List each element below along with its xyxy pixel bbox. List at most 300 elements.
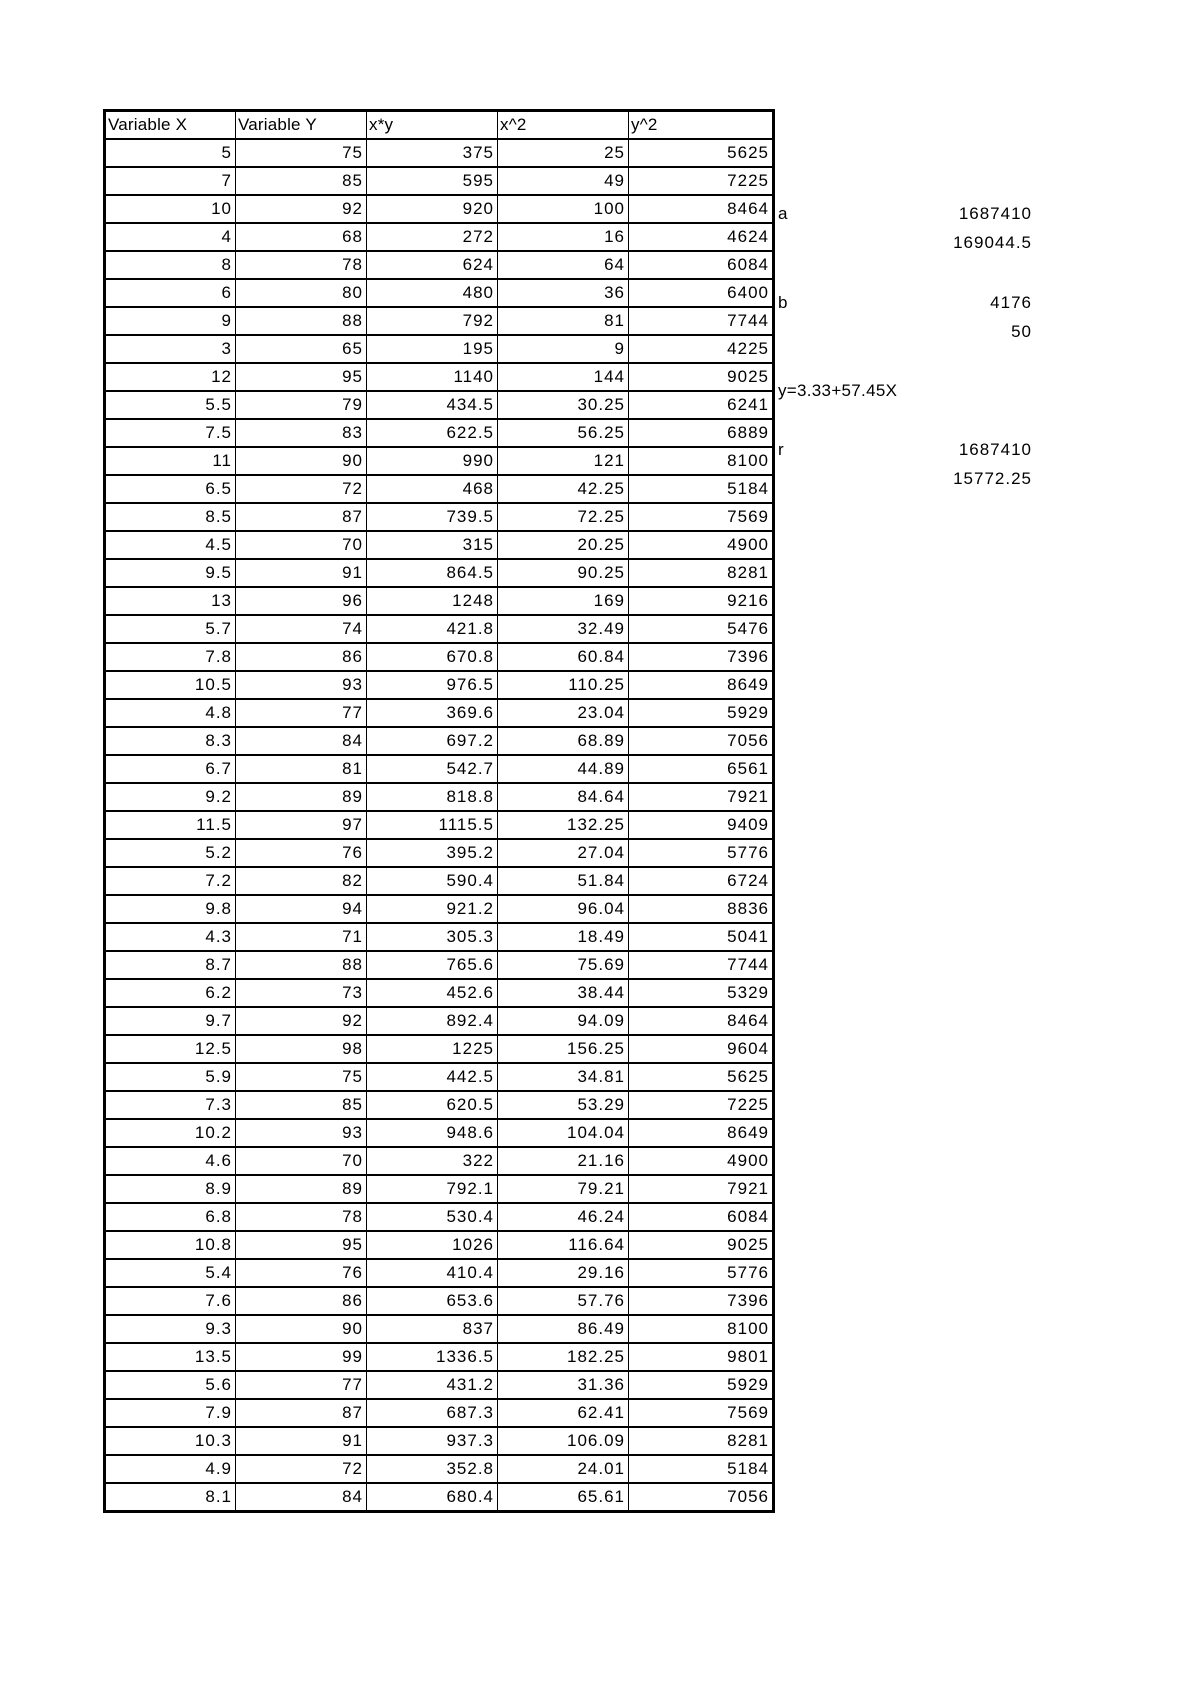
- cell-y-squared[interactable]: 6084: [629, 251, 774, 279]
- regression-equation[interactable]: y=3.33+57.45X: [778, 381, 898, 400]
- cell-y-squared[interactable]: 9216: [629, 587, 774, 615]
- cell-y-squared[interactable]: 6561: [629, 755, 774, 783]
- cell-variable-y[interactable]: 83: [236, 419, 367, 447]
- cell-x-times-y[interactable]: 468: [367, 475, 498, 503]
- cell-variable-x[interactable]: 5.4: [105, 1259, 236, 1287]
- cell-variable-x[interactable]: 7.6: [105, 1287, 236, 1315]
- cell-x-times-y[interactable]: 431.2: [367, 1371, 498, 1399]
- cell-variable-x[interactable]: 4.8: [105, 699, 236, 727]
- cell-x-times-y[interactable]: 1026: [367, 1231, 498, 1259]
- cell-variable-x[interactable]: 4.9: [105, 1455, 236, 1483]
- cell-variable-y[interactable]: 94: [236, 895, 367, 923]
- r-denominator[interactable]: 15772.25: [953, 469, 1032, 488]
- cell-y-squared[interactable]: 7056: [629, 1483, 774, 1512]
- table-row: [105, 1203, 774, 1231]
- table-row: [105, 1091, 774, 1119]
- cell-variable-x[interactable]: 10.2: [105, 1119, 236, 1147]
- cell-variable-x[interactable]: 7: [105, 167, 236, 195]
- cell-variable-y[interactable]: 80: [236, 279, 367, 307]
- cell-y-squared[interactable]: 6084: [629, 1203, 774, 1231]
- cell-variable-x[interactable]: 11: [105, 447, 236, 475]
- cell-x-times-y[interactable]: 990: [367, 447, 498, 475]
- cell-x-times-y[interactable]: 590.4: [367, 867, 498, 895]
- a-numerator[interactable]: 1687410: [958, 204, 1032, 223]
- cell-x-squared[interactable]: 49: [498, 167, 629, 195]
- cell-x-times-y[interactable]: 670.8: [367, 643, 498, 671]
- cell-x-squared[interactable]: 144: [498, 363, 629, 391]
- cell-x-times-y[interactable]: 837: [367, 1315, 498, 1343]
- table-row: [105, 923, 774, 951]
- cell-variable-x[interactable]: 4.6: [105, 1147, 236, 1175]
- cell-x-squared[interactable]: 42.25: [498, 475, 629, 503]
- cell-variable-y[interactable]: 68: [236, 223, 367, 251]
- cell-x-squared[interactable]: 90.25: [498, 559, 629, 587]
- cell-x-times-y[interactable]: 680.4: [367, 1483, 498, 1512]
- cell-variable-x[interactable]: 7.9: [105, 1399, 236, 1427]
- table-row: [105, 1259, 774, 1287]
- cell-y-squared[interactable]: 4225: [629, 335, 774, 363]
- cell-x-times-y[interactable]: 624: [367, 251, 498, 279]
- cell-variable-x[interactable]: 5.9: [105, 1063, 236, 1091]
- cell-y-squared[interactable]: 7921: [629, 1175, 774, 1203]
- cell-x-times-y[interactable]: 410.4: [367, 1259, 498, 1287]
- cell-variable-y[interactable]: 86: [236, 1287, 367, 1315]
- cell-y-squared[interactable]: 8464: [629, 195, 774, 223]
- cell-variable-y[interactable]: 95: [236, 1231, 367, 1259]
- cell-y-squared[interactable]: 4624: [629, 223, 774, 251]
- cell-x-times-y[interactable]: 305.3: [367, 923, 498, 951]
- cell-variable-x[interactable]: 5.5: [105, 391, 236, 419]
- cell-variable-x[interactable]: 8.3: [105, 727, 236, 755]
- cell-y-squared[interactable]: 5041: [629, 923, 774, 951]
- header-x-times-y[interactable]: x*y: [367, 111, 498, 140]
- cell-variable-x[interactable]: 5: [105, 139, 236, 167]
- r-numerator[interactable]: 1687410: [958, 440, 1032, 459]
- cell-x-squared[interactable]: 156.25: [498, 1035, 629, 1063]
- cell-y-squared[interactable]: 8281: [629, 559, 774, 587]
- cell-variable-y[interactable]: 84: [236, 1483, 367, 1512]
- cell-y-squared[interactable]: 5776: [629, 839, 774, 867]
- cell-variable-y[interactable]: 75: [236, 139, 367, 167]
- cell-x-squared[interactable]: 64: [498, 251, 629, 279]
- cell-y-squared[interactable]: 7396: [629, 1287, 774, 1315]
- cell-x-times-y[interactable]: 434.5: [367, 391, 498, 419]
- cell-variable-y[interactable]: 92: [236, 1007, 367, 1035]
- cell-x-times-y[interactable]: 369.6: [367, 699, 498, 727]
- table-row: [105, 1427, 774, 1455]
- table-row: [105, 671, 774, 699]
- cell-y-squared[interactable]: 7225: [629, 1091, 774, 1119]
- cell-variable-y[interactable]: 87: [236, 503, 367, 531]
- cell-variable-y[interactable]: 98: [236, 1035, 367, 1063]
- cell-x-times-y[interactable]: 976.5: [367, 671, 498, 699]
- cell-y-squared[interactable]: 9604: [629, 1035, 774, 1063]
- cell-variable-y[interactable]: 93: [236, 1119, 367, 1147]
- cell-y-squared[interactable]: 4900: [629, 1147, 774, 1175]
- cell-variable-y[interactable]: 72: [236, 475, 367, 503]
- cell-y-squared[interactable]: 8100: [629, 1315, 774, 1343]
- table-row: [105, 1119, 774, 1147]
- cell-variable-x[interactable]: 13.5: [105, 1343, 236, 1371]
- cell-y-squared[interactable]: 9801: [629, 1343, 774, 1371]
- cell-x-times-y[interactable]: 620.5: [367, 1091, 498, 1119]
- cell-x-times-y[interactable]: 195: [367, 335, 498, 363]
- header-x-squared[interactable]: x^2: [498, 111, 629, 140]
- table-row: [105, 307, 774, 335]
- cell-variable-y[interactable]: 89: [236, 783, 367, 811]
- cell-variable-x[interactable]: 6.8: [105, 1203, 236, 1231]
- cell-variable-y[interactable]: 65: [236, 335, 367, 363]
- cell-variable-y[interactable]: 85: [236, 167, 367, 195]
- cell-x-times-y[interactable]: 687.3: [367, 1399, 498, 1427]
- cell-y-squared[interactable]: 9025: [629, 363, 774, 391]
- cell-x-times-y[interactable]: 480: [367, 279, 498, 307]
- cell-x-times-y[interactable]: 542.7: [367, 755, 498, 783]
- cell-variable-x[interactable]: 12.5: [105, 1035, 236, 1063]
- cell-y-squared[interactable]: 6889: [629, 419, 774, 447]
- table-row: [105, 727, 774, 755]
- table-row: [105, 1287, 774, 1315]
- cell-variable-y[interactable]: 91: [236, 559, 367, 587]
- cell-x-times-y[interactable]: 1248: [367, 587, 498, 615]
- cell-x-squared[interactable]: 106.09: [498, 1427, 629, 1455]
- cell-y-squared[interactable]: 8649: [629, 1119, 774, 1147]
- table-row: [105, 419, 774, 447]
- b-numerator[interactable]: 4176: [990, 293, 1032, 312]
- cell-x-times-y[interactable]: 864.5: [367, 559, 498, 587]
- cell-variable-y[interactable]: 78: [236, 251, 367, 279]
- cell-x-times-y[interactable]: 622.5: [367, 419, 498, 447]
- cell-variable-y[interactable]: 77: [236, 1371, 367, 1399]
- a-denominator[interactable]: 169044.5: [953, 233, 1032, 252]
- cell-variable-x[interactable]: 7.5: [105, 419, 236, 447]
- cell-x-squared[interactable]: 110.25: [498, 671, 629, 699]
- cell-variable-y[interactable]: 92: [236, 195, 367, 223]
- cell-y-squared[interactable]: 5329: [629, 979, 774, 1007]
- cell-x-times-y[interactable]: 595: [367, 167, 498, 195]
- cell-variable-y[interactable]: 77: [236, 699, 367, 727]
- cell-variable-x[interactable]: 7.2: [105, 867, 236, 895]
- cell-variable-x[interactable]: 9.7: [105, 1007, 236, 1035]
- label-b[interactable]: b: [778, 293, 788, 312]
- cell-variable-x[interactable]: 5.6: [105, 1371, 236, 1399]
- cell-y-squared[interactable]: 5184: [629, 1455, 774, 1483]
- cell-variable-y[interactable]: 97: [236, 811, 367, 839]
- table-body: [105, 139, 774, 1512]
- table-row: [105, 699, 774, 727]
- header-variable-y[interactable]: Variable Y: [236, 111, 367, 140]
- cell-x-times-y[interactable]: 792.1: [367, 1175, 498, 1203]
- cell-variable-x[interactable]: 8.9: [105, 1175, 236, 1203]
- cell-variable-y[interactable]: 88: [236, 951, 367, 979]
- cell-x-squared[interactable]: 21.16: [498, 1147, 629, 1175]
- cell-variable-y[interactable]: 71: [236, 923, 367, 951]
- cell-variable-y[interactable]: 70: [236, 1147, 367, 1175]
- cell-variable-x[interactable]: 9.3: [105, 1315, 236, 1343]
- cell-variable-y[interactable]: 70: [236, 531, 367, 559]
- cell-x-times-y[interactable]: 1336.5: [367, 1343, 498, 1371]
- cell-x-squared[interactable]: 68.89: [498, 727, 629, 755]
- cell-x-squared[interactable]: 56.25: [498, 419, 629, 447]
- cell-x-times-y[interactable]: 1140: [367, 363, 498, 391]
- cell-x-squared[interactable]: 169: [498, 587, 629, 615]
- table-row: [105, 167, 774, 195]
- cell-x-times-y[interactable]: 948.6: [367, 1119, 498, 1147]
- cell-x-times-y[interactable]: 1225: [367, 1035, 498, 1063]
- cell-x-times-y[interactable]: 442.5: [367, 1063, 498, 1091]
- cell-variable-y[interactable]: 82: [236, 867, 367, 895]
- cell-x-times-y[interactable]: 530.4: [367, 1203, 498, 1231]
- table-row: [105, 1315, 774, 1343]
- header-variable-x[interactable]: Variable X: [105, 111, 236, 140]
- cell-x-times-y[interactable]: 653.6: [367, 1287, 498, 1315]
- cell-x-squared[interactable]: 116.64: [498, 1231, 629, 1259]
- table-row: [105, 1063, 774, 1091]
- cell-x-times-y[interactable]: 375: [367, 139, 498, 167]
- cell-x-squared[interactable]: 46.24: [498, 1203, 629, 1231]
- cell-x-times-y[interactable]: 421.8: [367, 615, 498, 643]
- cell-x-times-y[interactable]: 315: [367, 531, 498, 559]
- cell-x-times-y[interactable]: 792: [367, 307, 498, 335]
- cell-y-squared[interactable]: 8836: [629, 895, 774, 923]
- cell-y-squared[interactable]: 8281: [629, 1427, 774, 1455]
- cell-x-times-y[interactable]: 937.3: [367, 1427, 498, 1455]
- cell-x-times-y[interactable]: 352.8: [367, 1455, 498, 1483]
- cell-x-times-y[interactable]: 452.6: [367, 979, 498, 1007]
- cell-variable-x[interactable]: 12: [105, 363, 236, 391]
- cell-variable-y[interactable]: 91: [236, 1427, 367, 1455]
- table-row: [105, 1007, 774, 1035]
- cell-x-times-y[interactable]: 322: [367, 1147, 498, 1175]
- cell-variable-x[interactable]: 9.5: [105, 559, 236, 587]
- cell-y-squared[interactable]: 6400: [629, 279, 774, 307]
- cell-variable-y[interactable]: 73: [236, 979, 367, 1007]
- cell-x-squared[interactable]: 104.04: [498, 1119, 629, 1147]
- cell-y-squared[interactable]: 7569: [629, 503, 774, 531]
- cell-x-squared[interactable]: 94.09: [498, 1007, 629, 1035]
- cell-x-squared[interactable]: 16: [498, 223, 629, 251]
- cell-variable-y[interactable]: 78: [236, 1203, 367, 1231]
- cell-variable-x[interactable]: 10.3: [105, 1427, 236, 1455]
- cell-x-squared[interactable]: 23.04: [498, 699, 629, 727]
- table-row: [105, 279, 774, 307]
- cell-variable-x[interactable]: 7.8: [105, 643, 236, 671]
- cell-variable-x[interactable]: 10.8: [105, 1231, 236, 1259]
- cell-variable-x[interactable]: 9: [105, 307, 236, 335]
- cell-y-squared[interactable]: 5929: [629, 1371, 774, 1399]
- table-row: [105, 503, 774, 531]
- cell-variable-y[interactable]: 79: [236, 391, 367, 419]
- cell-x-squared[interactable]: 20.25: [498, 531, 629, 559]
- label-a[interactable]: a: [778, 204, 788, 223]
- cell-variable-y[interactable]: 81: [236, 755, 367, 783]
- cell-y-squared[interactable]: 7396: [629, 643, 774, 671]
- cell-y-squared[interactable]: 8649: [629, 671, 774, 699]
- cell-x-squared[interactable]: 27.04: [498, 839, 629, 867]
- cell-variable-y[interactable]: 74: [236, 615, 367, 643]
- cell-variable-y[interactable]: 99: [236, 1343, 367, 1371]
- cell-x-times-y[interactable]: 818.8: [367, 783, 498, 811]
- table-row: [105, 811, 774, 839]
- cell-x-times-y[interactable]: 395.2: [367, 839, 498, 867]
- cell-x-squared[interactable]: 182.25: [498, 1343, 629, 1371]
- cell-variable-y[interactable]: 85: [236, 1091, 367, 1119]
- table-row: [105, 139, 774, 167]
- cell-x-squared[interactable]: 86.49: [498, 1315, 629, 1343]
- cell-x-squared[interactable]: 44.89: [498, 755, 629, 783]
- cell-variable-y[interactable]: 86: [236, 643, 367, 671]
- cell-variable-y[interactable]: 88: [236, 307, 367, 335]
- cell-x-squared[interactable]: 84.64: [498, 783, 629, 811]
- cell-variable-y[interactable]: 75: [236, 1063, 367, 1091]
- cell-variable-x[interactable]: 6.7: [105, 755, 236, 783]
- cell-y-squared[interactable]: 5776: [629, 1259, 774, 1287]
- cell-x-times-y[interactable]: 921.2: [367, 895, 498, 923]
- cell-x-squared[interactable]: 51.84: [498, 867, 629, 895]
- cell-x-times-y[interactable]: 920: [367, 195, 498, 223]
- cell-variable-y[interactable]: 87: [236, 1399, 367, 1427]
- cell-x-squared[interactable]: 72.25: [498, 503, 629, 531]
- cell-y-squared[interactable]: 7056: [629, 727, 774, 755]
- cell-x-squared[interactable]: 81: [498, 307, 629, 335]
- cell-x-times-y[interactable]: 739.5: [367, 503, 498, 531]
- cell-x-squared[interactable]: 38.44: [498, 979, 629, 1007]
- cell-x-squared[interactable]: 62.41: [498, 1399, 629, 1427]
- cell-variable-x[interactable]: 9.2: [105, 783, 236, 811]
- b-denominator[interactable]: 50: [1011, 322, 1032, 341]
- cell-variable-x[interactable]: 6.5: [105, 475, 236, 503]
- cell-x-times-y[interactable]: 765.6: [367, 951, 498, 979]
- cell-y-squared[interactable]: 7744: [629, 951, 774, 979]
- cell-x-squared[interactable]: 30.25: [498, 391, 629, 419]
- table-row: [105, 839, 774, 867]
- table-row: [105, 1399, 774, 1427]
- cell-x-times-y[interactable]: 272: [367, 223, 498, 251]
- cell-y-squared[interactable]: 5625: [629, 139, 774, 167]
- cell-x-squared[interactable]: 132.25: [498, 811, 629, 839]
- table-row: [105, 643, 774, 671]
- cell-x-times-y[interactable]: 1115.5: [367, 811, 498, 839]
- cell-variable-y[interactable]: 95: [236, 363, 367, 391]
- cell-x-squared[interactable]: 29.16: [498, 1259, 629, 1287]
- cell-x-squared[interactable]: 34.81: [498, 1063, 629, 1091]
- cell-y-squared[interactable]: 9025: [629, 1231, 774, 1259]
- cell-variable-x[interactable]: 11.5: [105, 811, 236, 839]
- table-row: [105, 1455, 774, 1483]
- cell-variable-y[interactable]: 72: [236, 1455, 367, 1483]
- cell-x-squared[interactable]: 75.69: [498, 951, 629, 979]
- cell-x-squared[interactable]: 100: [498, 195, 629, 223]
- cell-x-squared[interactable]: 32.49: [498, 615, 629, 643]
- table-row: [105, 895, 774, 923]
- cell-y-squared[interactable]: 8100: [629, 447, 774, 475]
- cell-x-squared[interactable]: 60.84: [498, 643, 629, 671]
- table-row: [105, 1147, 774, 1175]
- cell-y-squared[interactable]: 7225: [629, 167, 774, 195]
- cell-y-squared[interactable]: 7569: [629, 1399, 774, 1427]
- cell-y-squared[interactable]: 6724: [629, 867, 774, 895]
- cell-variable-x[interactable]: 8.5: [105, 503, 236, 531]
- cell-x-squared[interactable]: 18.49: [498, 923, 629, 951]
- cell-x-squared[interactable]: 24.01: [498, 1455, 629, 1483]
- cell-y-squared[interactable]: 7744: [629, 307, 774, 335]
- cell-y-squared[interactable]: 6241: [629, 391, 774, 419]
- cell-variable-y[interactable]: 89: [236, 1175, 367, 1203]
- cell-variable-x[interactable]: 8.1: [105, 1483, 236, 1512]
- table-row: [105, 251, 774, 279]
- cell-variable-x[interactable]: 10: [105, 195, 236, 223]
- cell-variable-x[interactable]: 3: [105, 335, 236, 363]
- cell-y-squared[interactable]: 5929: [629, 699, 774, 727]
- cell-x-squared[interactable]: 79.21: [498, 1175, 629, 1203]
- cell-y-squared[interactable]: 5476: [629, 615, 774, 643]
- cell-variable-y[interactable]: 96: [236, 587, 367, 615]
- table-row: [105, 951, 774, 979]
- cell-x-times-y[interactable]: 697.2: [367, 727, 498, 755]
- cell-variable-y[interactable]: 90: [236, 1315, 367, 1343]
- cell-variable-y[interactable]: 76: [236, 839, 367, 867]
- table-row: [105, 363, 774, 391]
- header-row: [105, 111, 774, 140]
- table-row: [105, 1483, 774, 1512]
- cell-variable-x[interactable]: 10.5: [105, 671, 236, 699]
- cell-variable-x[interactable]: 7.3: [105, 1091, 236, 1119]
- cell-variable-x[interactable]: 6.2: [105, 979, 236, 1007]
- cell-x-squared[interactable]: 121: [498, 447, 629, 475]
- cell-x-squared[interactable]: 57.76: [498, 1287, 629, 1315]
- cell-y-squared[interactable]: 4900: [629, 531, 774, 559]
- cell-y-squared[interactable]: 8464: [629, 1007, 774, 1035]
- cell-variable-y[interactable]: 84: [236, 727, 367, 755]
- cell-y-squared[interactable]: 9409: [629, 811, 774, 839]
- cell-variable-y[interactable]: 93: [236, 671, 367, 699]
- cell-x-squared[interactable]: 65.61: [498, 1483, 629, 1512]
- header-y-squared[interactable]: y^2: [629, 111, 774, 140]
- data-table: [103, 109, 775, 1513]
- table-row: [105, 475, 774, 503]
- cell-y-squared[interactable]: 5184: [629, 475, 774, 503]
- cell-variable-x[interactable]: 4.3: [105, 923, 236, 951]
- spreadsheet-sheet: [103, 109, 774, 1513]
- cell-x-squared[interactable]: 96.04: [498, 895, 629, 923]
- cell-variable-x[interactable]: 5.2: [105, 839, 236, 867]
- label-r[interactable]: r: [778, 440, 784, 459]
- cell-x-squared[interactable]: 31.36: [498, 1371, 629, 1399]
- cell-x-squared[interactable]: 36: [498, 279, 629, 307]
- cell-y-squared[interactable]: 7921: [629, 783, 774, 811]
- cell-variable-y[interactable]: 76: [236, 1259, 367, 1287]
- cell-variable-y[interactable]: 90: [236, 447, 367, 475]
- cell-x-squared[interactable]: 9: [498, 335, 629, 363]
- table-row: [105, 979, 774, 1007]
- cell-x-squared[interactable]: 25: [498, 139, 629, 167]
- cell-variable-x[interactable]: 9.8: [105, 895, 236, 923]
- cell-variable-x[interactable]: 4: [105, 223, 236, 251]
- cell-variable-x[interactable]: 8: [105, 251, 236, 279]
- cell-variable-x[interactable]: 8.7: [105, 951, 236, 979]
- cell-variable-x[interactable]: 5.7: [105, 615, 236, 643]
- cell-variable-x[interactable]: 13: [105, 587, 236, 615]
- cell-x-times-y[interactable]: 892.4: [367, 1007, 498, 1035]
- cell-variable-x[interactable]: 4.5: [105, 531, 236, 559]
- cell-variable-x[interactable]: 6: [105, 279, 236, 307]
- cell-y-squared[interactable]: 5625: [629, 1063, 774, 1091]
- table-row: [105, 615, 774, 643]
- table-row: [105, 559, 774, 587]
- table-row: [105, 1343, 774, 1371]
- table-row: [105, 755, 774, 783]
- cell-x-squared[interactable]: 53.29: [498, 1091, 629, 1119]
